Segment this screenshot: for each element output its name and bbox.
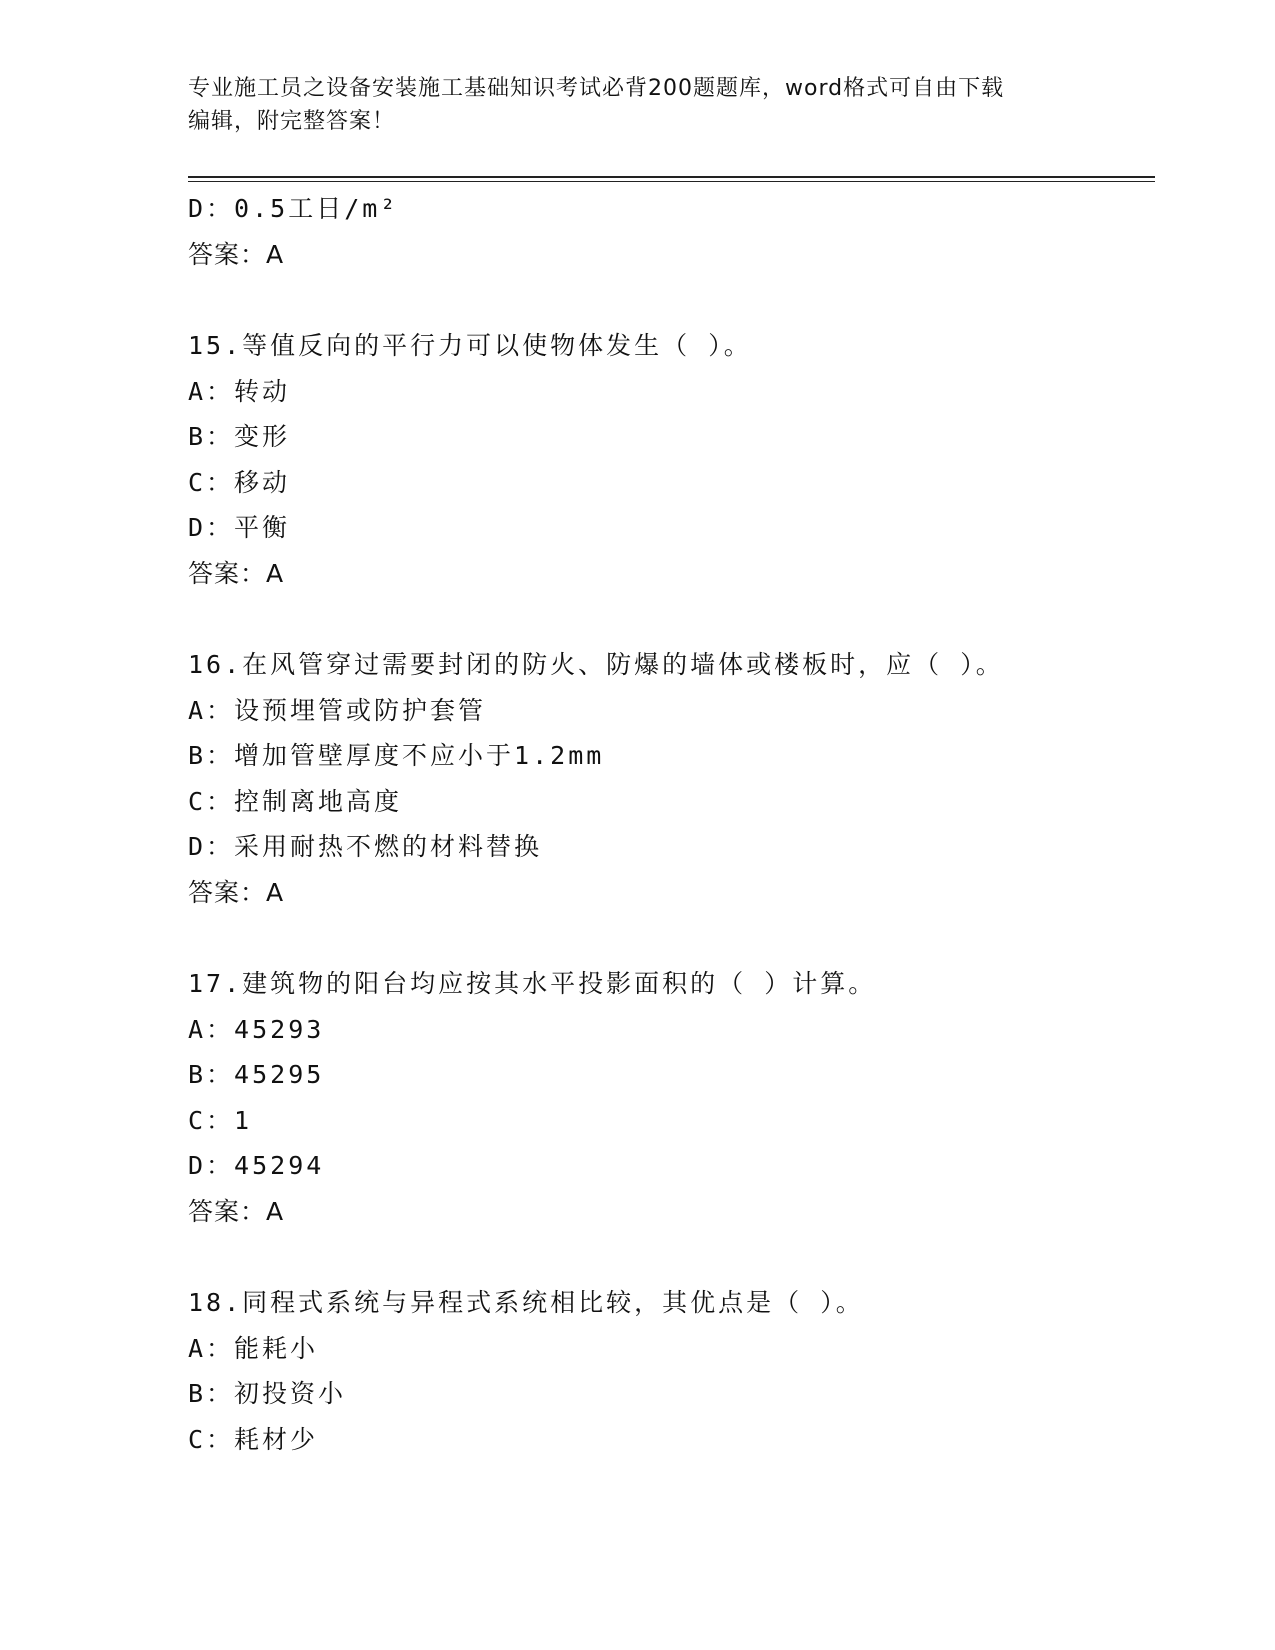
option-b: B：初投资小 [188, 1379, 347, 1408]
document-header [188, 72, 1088, 138]
option-b: B：增加管壁厚度不应小于1.2mm [188, 741, 605, 770]
question-stem: 18.同程式系统与异程式系统相比较，其优点是（ ）。 [188, 1288, 864, 1317]
spacer [188, 596, 1148, 642]
question-stem: 17.建筑物的阳台均应按其水平投影面积的（ ）计算。 [188, 969, 877, 998]
question-stem: 16.在风管穿过需要封闭的防火、防爆的墙体或楼板时，应（ ）。 [188, 650, 1004, 679]
option-b: B：45295 [188, 1060, 325, 1089]
header-rule-thick [188, 176, 1155, 178]
header-title-line-1: 专业施工员之设备安装施工基础知识考试必背200题题库，word格式可自由下载 [188, 76, 1005, 101]
option-d: D：45294 [188, 1151, 325, 1180]
spacer [188, 277, 1148, 323]
option-d: D：平衡 [188, 513, 291, 542]
question-15 [188, 323, 1148, 596]
option-d: D：0.5工日/m² [188, 194, 399, 223]
answer-line: 答案：A [188, 1196, 285, 1226]
option-d: D：采用耐热不燃的材料替换 [188, 832, 543, 861]
option-a: A：45293 [188, 1014, 325, 1044]
option-b: B：变形 [188, 422, 291, 451]
option-c: C：移动 [188, 467, 291, 497]
spacer [188, 915, 1148, 961]
question-18 [188, 1280, 1148, 1462]
question-list [188, 186, 1148, 1462]
spacer [188, 1234, 1148, 1280]
option-a: A：转动 [188, 376, 291, 406]
header-title-line-2: 编辑，附完整答案！ [188, 109, 396, 134]
answer-line: 答案：A [188, 239, 285, 269]
question-17 [188, 961, 1148, 1234]
option-c: C：耗材少 [188, 1424, 319, 1454]
question-stem: 15.等值反向的平行力可以使物体发生（ ）。 [188, 331, 752, 360]
option-a: A：能耗小 [188, 1333, 319, 1363]
answer-line: 答案：A [188, 558, 285, 588]
option-a: A：设预埋管或防护套管 [188, 695, 487, 725]
header-rule-thin [188, 181, 1155, 182]
question-16 [188, 642, 1148, 915]
option-c: C：控制离地高度 [188, 786, 403, 816]
option-c: C：1 [188, 1105, 253, 1135]
answer-line: 答案：A [188, 877, 285, 907]
